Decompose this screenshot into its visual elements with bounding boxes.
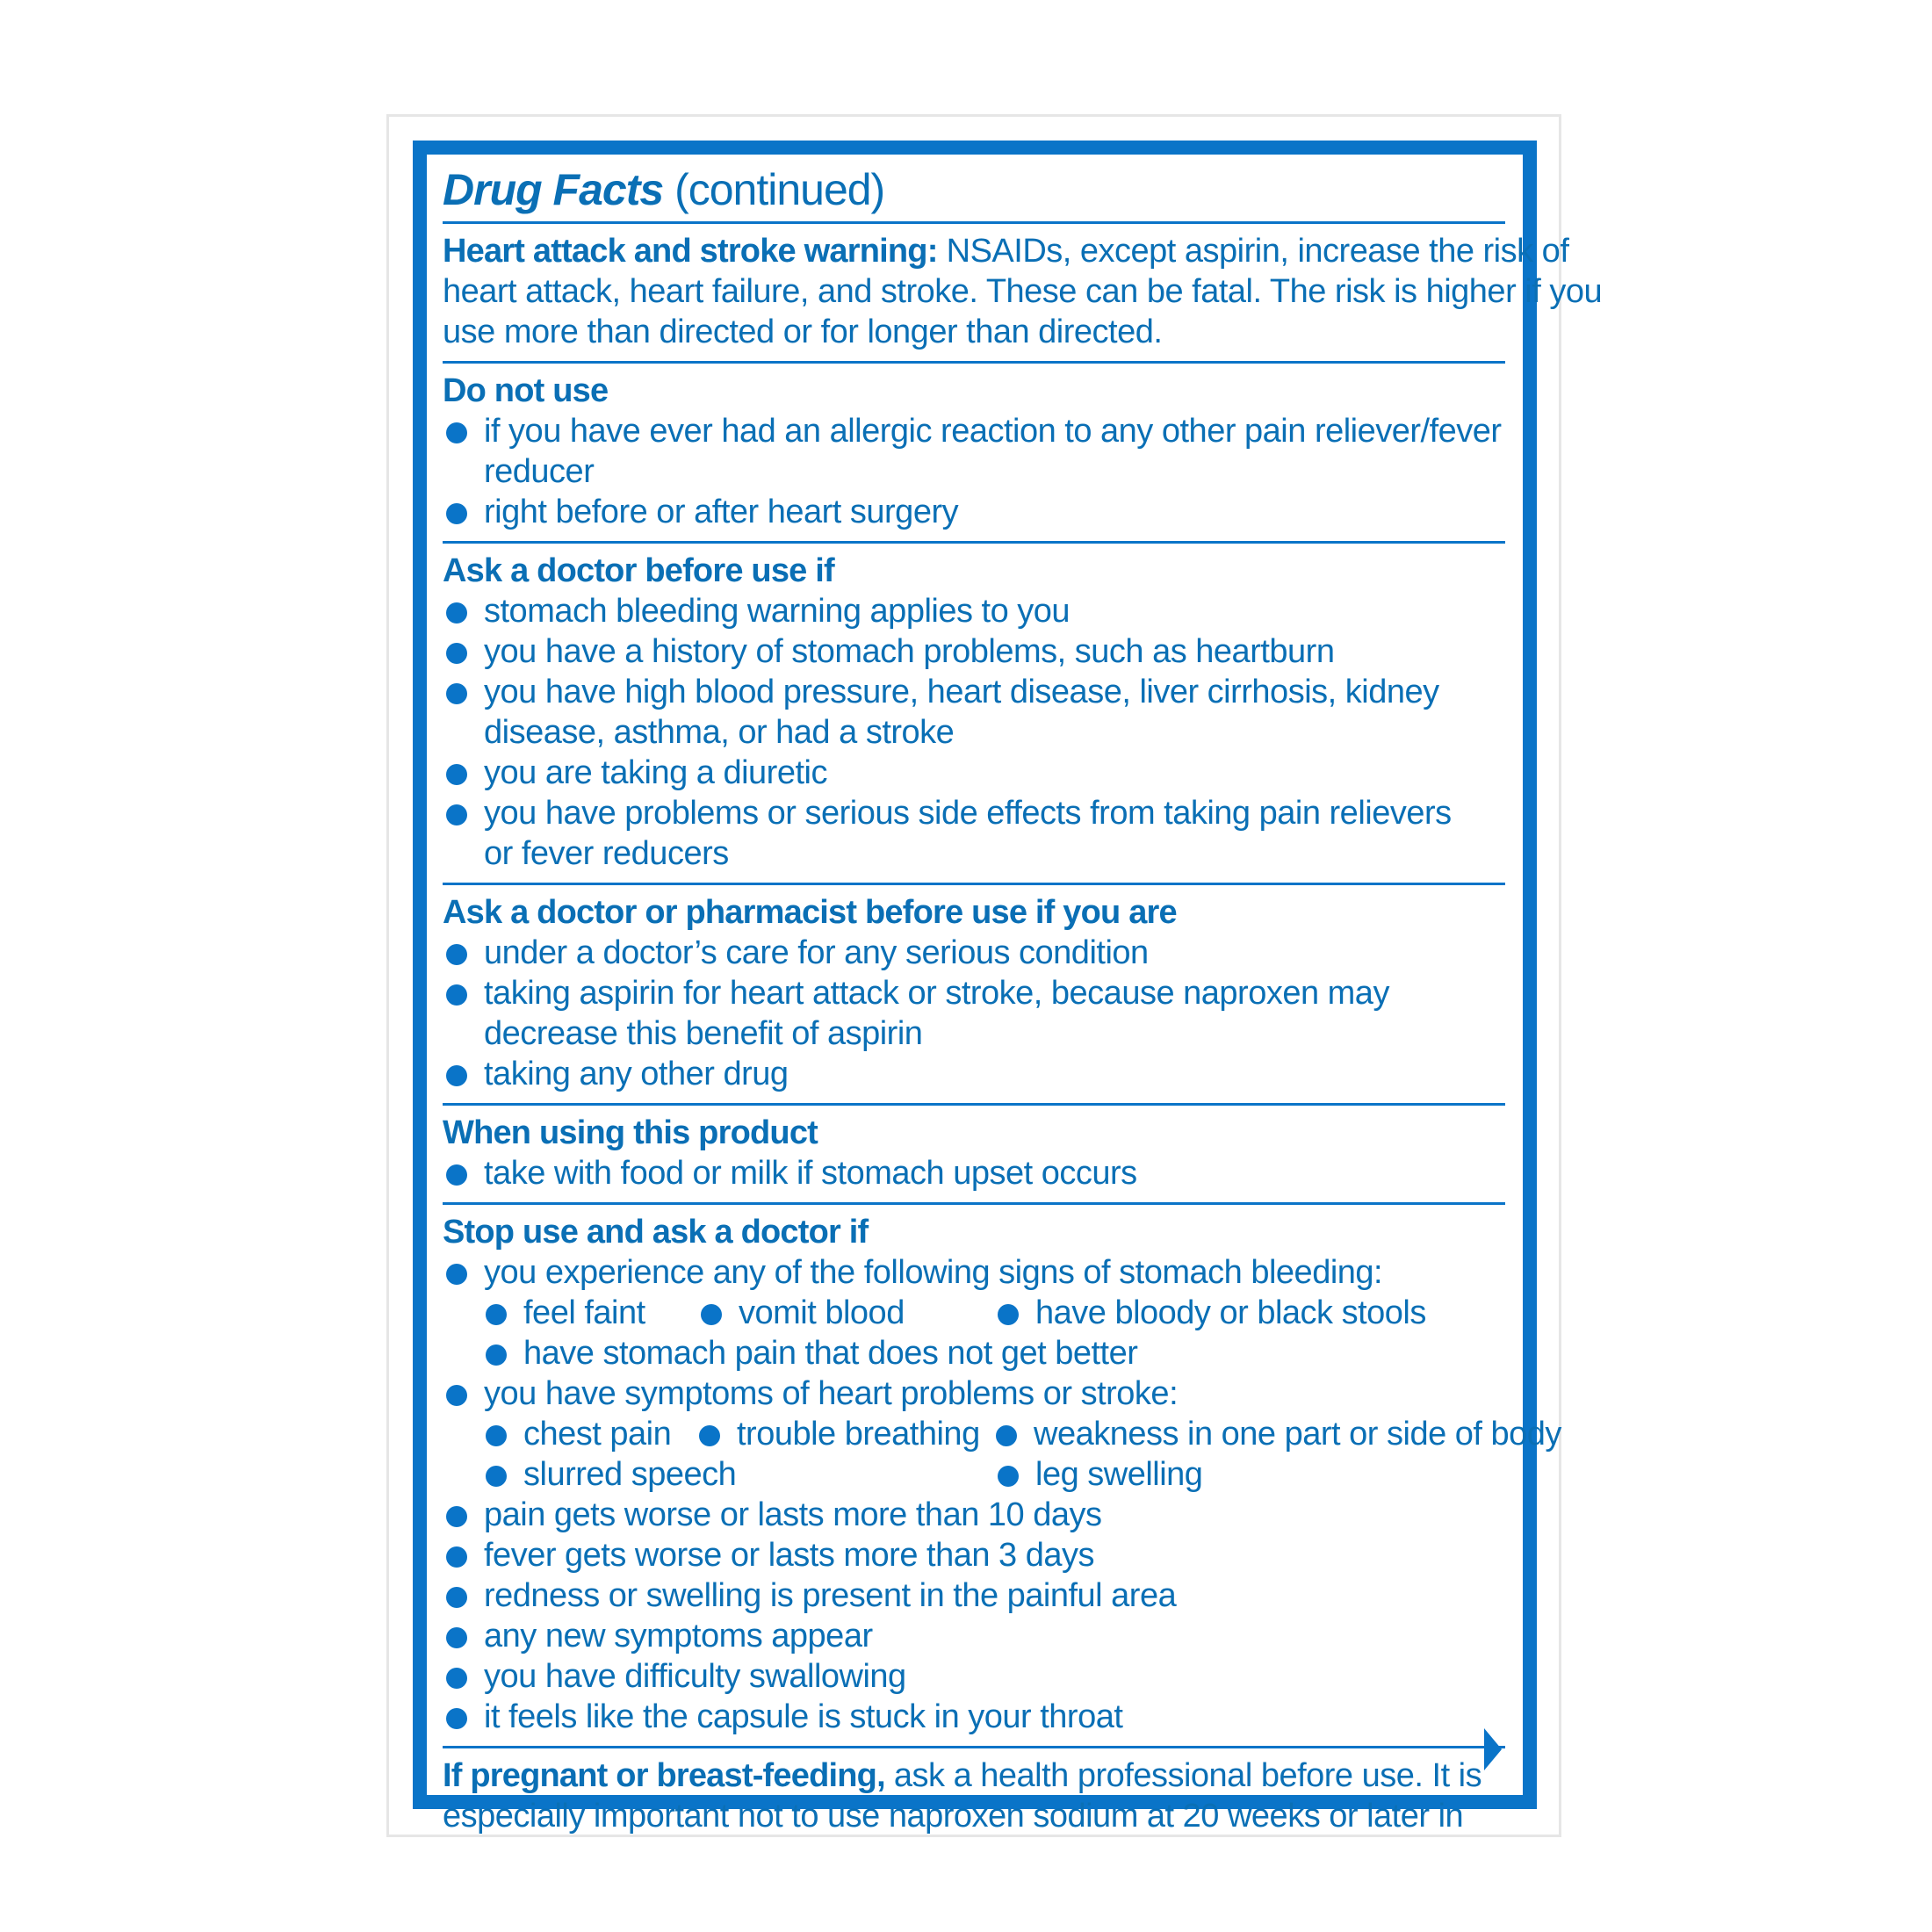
list-item: fever gets worse or lasts more than 3 days xyxy=(443,1535,1505,1575)
sub-list-item: slurred speech xyxy=(484,1454,736,1495)
sub-list-item: feel faint xyxy=(484,1293,645,1333)
list-item: under a doctor’s care for any serious condition xyxy=(443,933,1505,973)
section-heading: Ask a doctor before use if xyxy=(443,552,834,589)
sub-list-row xyxy=(443,1414,1561,1454)
do-not-use-section xyxy=(443,364,1505,541)
list-item: you have a history of stomach problems, such as heartburn xyxy=(443,631,1505,672)
sub-list-row xyxy=(443,1454,1505,1495)
list-item: it feels like the capsule is stuck in your throat xyxy=(443,1697,1505,1737)
when-using-section xyxy=(443,1106,1505,1202)
right-triangle-icon xyxy=(1484,1728,1502,1770)
list-item: taking aspirin for heart attack or stroke, because naproxen may decrease this benefit of aspirin xyxy=(443,973,1503,1054)
pregnancy-text-2: especially important not to use naproxen sodium at 20 weeks or later in xyxy=(443,1798,1464,1835)
sub-list-item: chest pain xyxy=(484,1414,671,1454)
list-item: you have symptoms of heart problems or stroke: xyxy=(443,1373,1505,1414)
list-item: right before or after heart surgery xyxy=(443,492,1505,532)
page-title xyxy=(443,158,1505,221)
heart-attack-text-3: use more than directed or for longer than directed. xyxy=(443,314,1163,350)
ask-pharmacist-section xyxy=(443,885,1505,1103)
sub-list-item: weakness in one part or side of body xyxy=(994,1414,1561,1454)
list-item: redness or swelling is present in the painful area xyxy=(443,1575,1505,1616)
section-heading: Stop use and ask a doctor if xyxy=(443,1214,869,1251)
section-heading: When using this product xyxy=(443,1114,818,1151)
stop-use-section xyxy=(443,1205,1561,1746)
pregnancy-section xyxy=(443,1748,1505,1845)
sub-list-row xyxy=(443,1293,1505,1333)
title-bold: Drug Facts xyxy=(443,165,664,214)
sub-list-item: leg swelling xyxy=(996,1454,1202,1495)
list-item: you have difficulty swallowing xyxy=(443,1656,1505,1697)
list-item: any new symptoms appear xyxy=(443,1616,1505,1656)
section-heading: Do not use xyxy=(443,372,609,409)
list-item: if you have ever had an allergic reaction to any other pain reliever/fever reducer xyxy=(443,411,1505,492)
list-item: you experience any of the following signs of stomach bleeding: xyxy=(443,1252,1505,1293)
ask-doctor-section xyxy=(443,544,1505,883)
drug-facts-panel xyxy=(443,158,1603,1845)
heart-attack-text-2: heart attack, heart failure, and stroke. These can be fatal. The risk is higher if you xyxy=(443,273,1603,310)
list-item: you are taking a diuretic xyxy=(443,753,1505,793)
pregnancy-heading: If pregnant or breast-feeding, xyxy=(443,1757,885,1794)
list-item: stomach bleeding warning applies to you xyxy=(443,591,1505,631)
sub-list-item: have bloody or black stools xyxy=(996,1293,1426,1333)
list-item: you have problems or serious side effects from taking pain relievers or fever reducers xyxy=(443,793,1467,874)
sub-list-item: vomit blood xyxy=(699,1293,905,1333)
sub-list-item: have stomach pain that does not get better xyxy=(484,1333,1137,1373)
pregnancy-text-1: ask a health professional before use. It is xyxy=(884,1757,1482,1794)
section-heading: Ask a doctor or pharmacist before use if you are xyxy=(443,894,1177,931)
list-item: take with food or milk if stomach upset occurs xyxy=(443,1153,1505,1193)
list-item: taking any other drug xyxy=(443,1054,1505,1094)
title-rest: (continued) xyxy=(663,165,885,214)
heart-attack-text-1: NSAIDs, except aspirin, increase the risk of xyxy=(937,233,1569,270)
heart-attack-heading: Heart attack and stroke warning: xyxy=(443,233,938,270)
sub-list-item: trouble breathing xyxy=(697,1414,980,1454)
list-item: pain gets worse or lasts more than 10 days xyxy=(443,1495,1505,1535)
sub-list-row xyxy=(443,1333,1505,1373)
list-item: you have high blood pressure, heart disease, liver cirrhosis, kidney disease, asthma, or had a stroke xyxy=(443,672,1467,753)
heart-attack-warning-section xyxy=(443,224,1603,361)
